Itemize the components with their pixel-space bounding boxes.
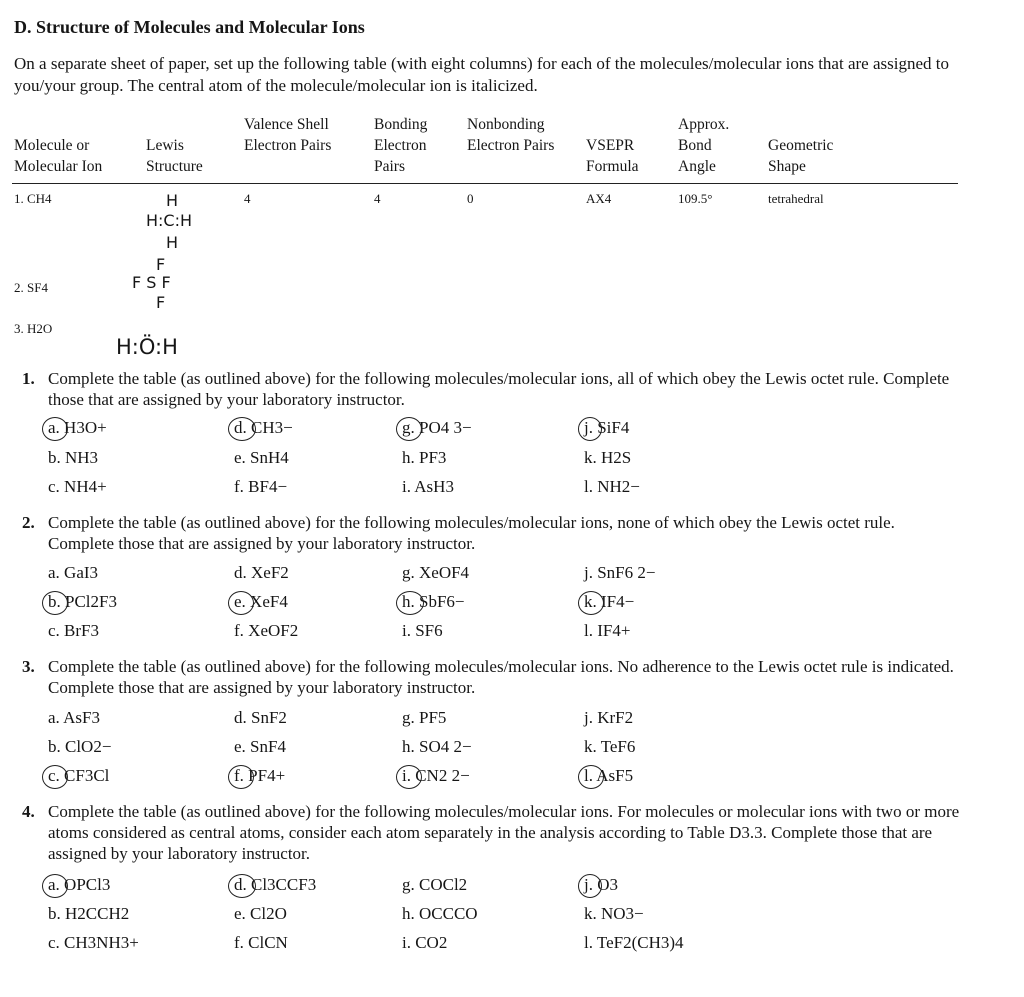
col-header-molecule: Molecule or Molecular Ion (14, 137, 103, 175)
q4-item-h: h. OCCCO (402, 904, 478, 923)
q3-item-d: d. SnF2 (234, 708, 287, 727)
row-1-vsepr: AX4 (586, 191, 612, 206)
q3-item-f: f. PF4+ (234, 766, 286, 785)
q4-item-d: d. Cl3CCF3 (234, 875, 317, 894)
question-3 (22, 656, 960, 700)
question-1-number: 1. (22, 369, 35, 388)
q2-item-e: e. XeF4 (234, 592, 288, 611)
circle-mark-2e (228, 591, 254, 615)
row-1-valence: 4 (244, 191, 251, 206)
col-header-lewis: Lewis Structure (146, 137, 203, 175)
q3-item-c: c. CF3Cl (48, 766, 110, 785)
lewis-ch4-bottom: H (166, 233, 179, 252)
question-4-text: Complete the table (as outlined above) for the following molecules/molecular ions. For molecules or molecular ions with two or more atoms considered as central atoms, consider each atom separately in the analysis according to Table D3.3. Complete those that are assigned by your laboratory instructor. (48, 802, 960, 863)
q3-item-b: b. ClO2− (48, 737, 112, 756)
row-3-molecule: 3. H2O (14, 321, 53, 336)
q1-item-d: d. CH3− (234, 418, 293, 437)
lewis-sf4-middle: F S F (132, 273, 171, 292)
question-2-number: 2. (22, 513, 35, 532)
q2-item-i: i. SF6 (402, 621, 443, 640)
q1-item-b: b. NH3 (48, 448, 99, 467)
question-4-number: 4. (22, 802, 35, 821)
lewis-ch4-top: H (166, 191, 179, 210)
lewis-sf4-top: F (156, 255, 166, 274)
q2-item-d: d. XeF2 (234, 563, 289, 582)
section-title: D. Structure of Molecules and Molecular Ions (14, 17, 365, 37)
col-header-bonding: Bonding Electron Pairs (374, 116, 428, 175)
q2-item-h: h. SbF6− (402, 592, 465, 611)
circle-mark-4a (42, 874, 68, 898)
q4-item-g: g. COCl2 (402, 875, 468, 894)
circle-mark-4d (228, 874, 256, 898)
q1-item-f: f. BF4− (234, 477, 288, 496)
circle-mark-1j (578, 417, 602, 441)
q1-item-e: e. SnH4 (234, 448, 289, 467)
q4-item-k: k. NO3− (584, 904, 644, 923)
col-header-shape: Geometric Shape (768, 137, 834, 175)
circle-mark-3i (396, 765, 422, 789)
q2-item-l: l. IF4+ (584, 621, 631, 640)
question-4 (22, 801, 960, 867)
q2-item-a: a. GaI3 (48, 563, 99, 582)
question-2-text: Complete the table (as outlined above) for the following molecules/molecular ions, none of which obey the Lewis octet rule. Complete those that are assigned by your laboratory instructor. (48, 513, 895, 553)
q4-item-c: c. CH3NH3+ (48, 933, 139, 952)
q2-item-k: k. IF4− (584, 592, 635, 611)
col-header-valence: Valence Shell Electron Pairs (244, 116, 332, 154)
circle-mark-3c (42, 765, 68, 789)
q4-item-j: j. O3 (584, 875, 618, 894)
col-header-vsepr: VSEPR Formula (586, 137, 639, 175)
q1-item-g: g. PO4 3− (402, 418, 472, 437)
question-1-text: Complete the table (as outlined above) for the following molecules/molecular ions, all of which obey the Lewis octet rule. Complete those that are assigned by your laboratory instructor. (48, 369, 950, 409)
question-3-text: Complete the table (as outlined above) for the following molecules/molecular ions. No adherence to the Lewis octet rule is indicated. Complete those that are assigned by your laboratory instructor. (48, 657, 954, 697)
q3-item-a: a. AsF3 (48, 708, 100, 727)
row-1-molecule: 1. CH4 (14, 191, 52, 206)
q4-item-b: b. H2CCH2 (48, 904, 130, 923)
col-header-nonbonding: Nonbonding Electron Pairs (467, 116, 555, 154)
q3-item-e: e. SnF4 (234, 737, 286, 756)
circle-mark-2k (578, 591, 604, 615)
q1-item-a: a. H3O+ (48, 418, 107, 437)
row-1-bonding: 4 (374, 191, 381, 206)
q3-item-l: l. AsF5 (584, 766, 634, 785)
q3-item-j: j. KrF2 (584, 708, 634, 727)
q4-item-e: e. Cl2O (234, 904, 287, 923)
circle-mark-1g (396, 417, 422, 441)
circle-mark-4j (578, 874, 602, 898)
q1-item-l: l. NH2− (584, 477, 640, 496)
q4-item-l: l. TeF2(CH3)4 (584, 933, 684, 952)
q1-item-c: c. NH4+ (48, 477, 107, 496)
row-1-nonbonding: 0 (467, 191, 474, 206)
circle-mark-1a (42, 417, 68, 441)
circle-mark-2b (42, 591, 68, 615)
q1-item-i: i. AsH3 (402, 477, 454, 496)
q3-item-i: i. CN2 2− (402, 766, 470, 785)
q4-item-i: i. CO2 (402, 933, 448, 952)
lewis-ch4-middle: H:C:H (146, 211, 193, 230)
table-rule (12, 183, 958, 184)
q3-item-g: g. PF5 (402, 708, 447, 727)
q2-item-b: b. PCl2F3 (48, 592, 117, 611)
q2-item-f: f. XeOF2 (234, 621, 299, 640)
q3-item-h: h. SO4 2− (402, 737, 472, 756)
circle-mark-3l (578, 765, 604, 789)
q3-item-k: k. TeF6 (584, 737, 636, 756)
intro-paragraph: On a separate sheet of paper, set up the following table (with eight columns) for each of the molecules/molecular ions that are assigned to you/your group. The central atom of the molecule/molecular ion is italicized. (14, 54, 949, 95)
q2-item-g: g. XeOF4 (402, 563, 470, 582)
q1-item-h: h. PF3 (402, 448, 447, 467)
lewis-h2o: H:Ö:H (116, 335, 178, 359)
q2-item-j: j. SnF6 2− (584, 563, 656, 582)
question-3-number: 3. (22, 657, 35, 676)
question-2 (22, 512, 960, 556)
q1-item-j: j. SiF4 (584, 418, 630, 437)
lewis-sf4-bottom: F (156, 293, 166, 312)
question-1 (22, 368, 960, 412)
circle-mark-3f (228, 765, 254, 789)
q2-item-c: c. BrF3 (48, 621, 99, 640)
row-2-molecule: 2. SF4 (14, 280, 48, 295)
q4-item-a: a. OPCl3 (48, 875, 111, 894)
q4-item-f: f. ClCN (234, 933, 288, 952)
q1-item-k: k. H2S (584, 448, 632, 467)
col-header-angle: Approx. Bond Angle (678, 116, 730, 175)
row-1-shape: tetrahedral (768, 191, 824, 206)
row-1-angle: 109.5° (678, 191, 713, 206)
circle-mark-2h (396, 591, 424, 615)
circle-mark-1d (228, 417, 256, 441)
